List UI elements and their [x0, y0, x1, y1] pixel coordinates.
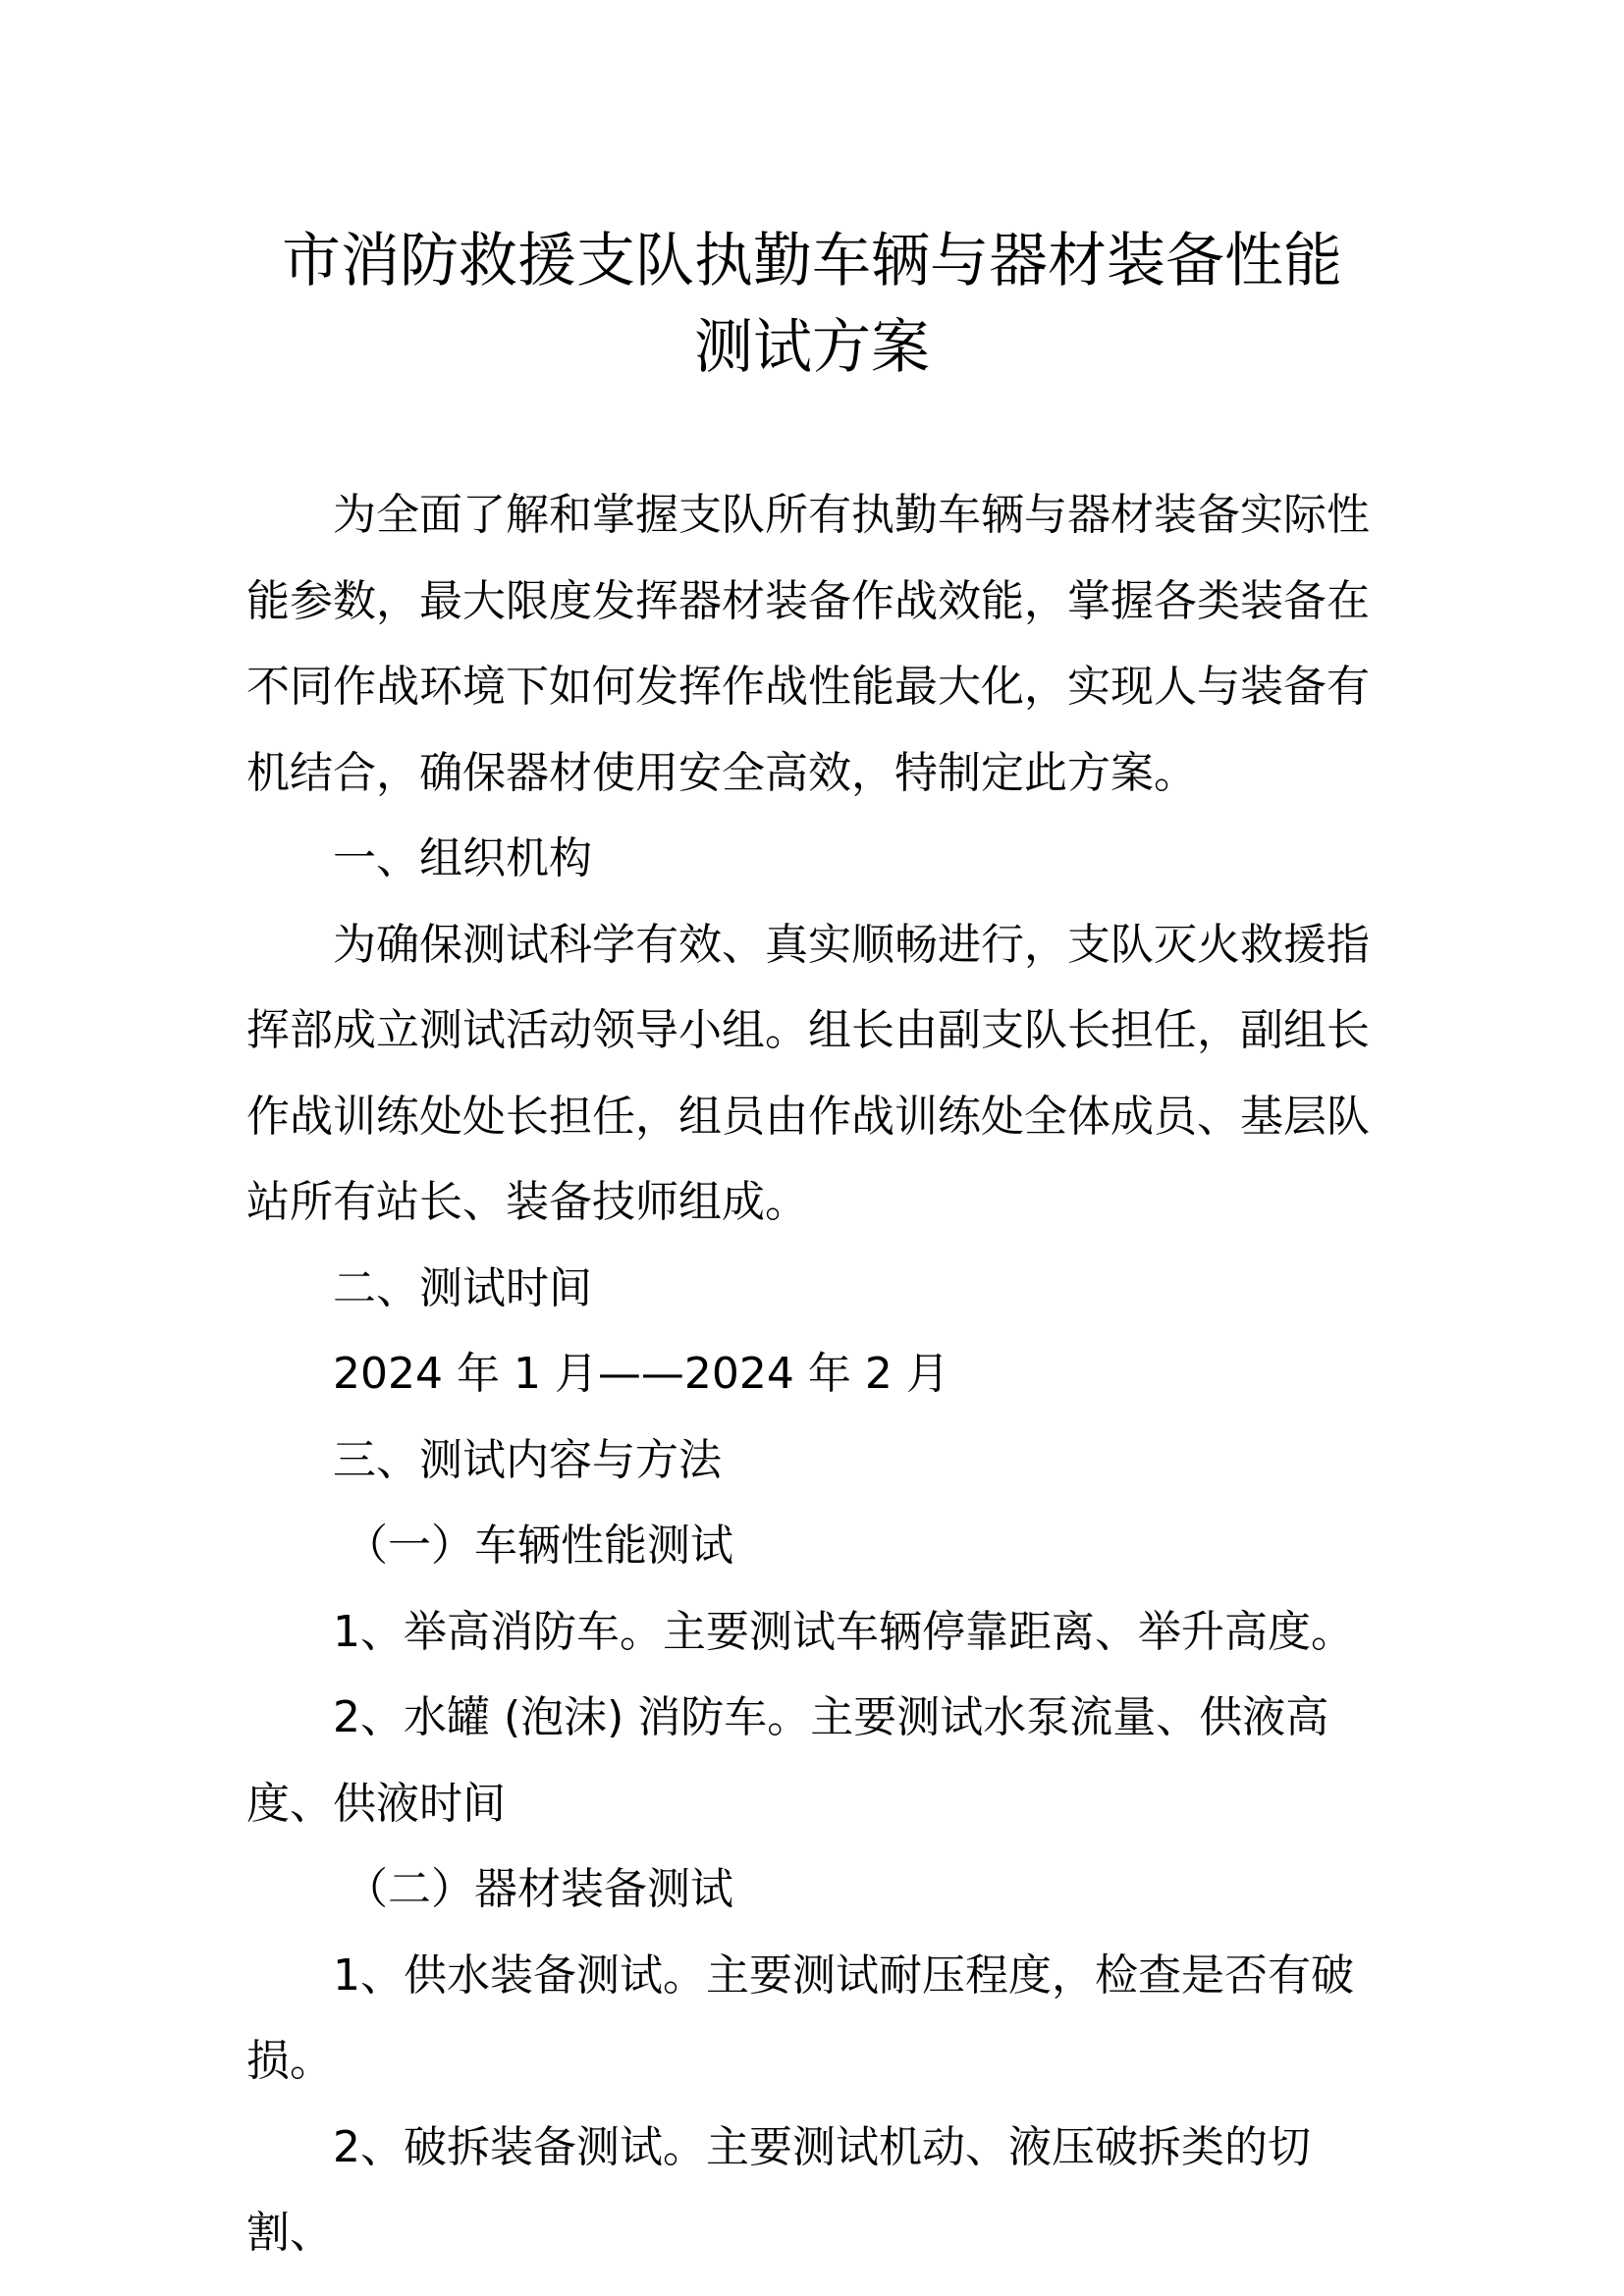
item-demolition-equipment: 2、破拆装备测试。主要测试机动、液压破拆类的切割、 — [246, 2121, 1311, 2258]
section-heading-time: 二、测试时间 — [333, 1262, 592, 1313]
section-heading-organization: 一、组织机构 — [333, 833, 592, 883]
document-title — [0, 218, 1624, 391]
item-water-supply-equipment: 1、供水装备测试。主要测试耐压程度，检查是否有破损。 — [246, 1949, 1354, 2086]
item-aerial-truck: 1、举高消防车。主要测试车辆停靠距离、举升高度。 — [333, 1606, 1354, 1657]
section-heading-content: 三、测试内容与方法 — [333, 1434, 722, 1485]
subsection-vehicle-test: （一）车辆性能测试 — [345, 1521, 733, 1571]
subsection-equipment-test: （二）器材装备测试 — [345, 1864, 733, 1914]
document-body — [246, 472, 1395, 2276]
intro-paragraph: 为全面了解和掌握支队所有执勤车辆与器材装备实际性能参数，最大限度发挥器材装备作战效能，掌握各类装备在不同作战环境下如何发挥作战性能最大化，实现人与装备有机结合，确保器材使用安全高效，特制定此方案。 — [246, 490, 1370, 798]
time-range: 2024 年 1 月——2024 年 2 月 — [333, 1349, 949, 1399]
item-water-tank-truck: 2、水罐 (泡沫) 消防车。主要测试水泵流量、供液高度、供液时间 — [246, 1692, 1329, 1829]
organization-paragraph: 为确保测试科学有效、真实顺畅进行，支队灭火救援指挥部成立测试活动领导小组。组长由副支队长担任，副组长作战训练处处长担任，组员由作战训练处全体成员、基层队站所有站长、装备技师组成。 — [246, 919, 1370, 1227]
title-line-1: 市消防救援支队执勤车辆与器材装备性能 — [282, 227, 1342, 295]
title-line-2: 测试方案 — [694, 313, 930, 382]
